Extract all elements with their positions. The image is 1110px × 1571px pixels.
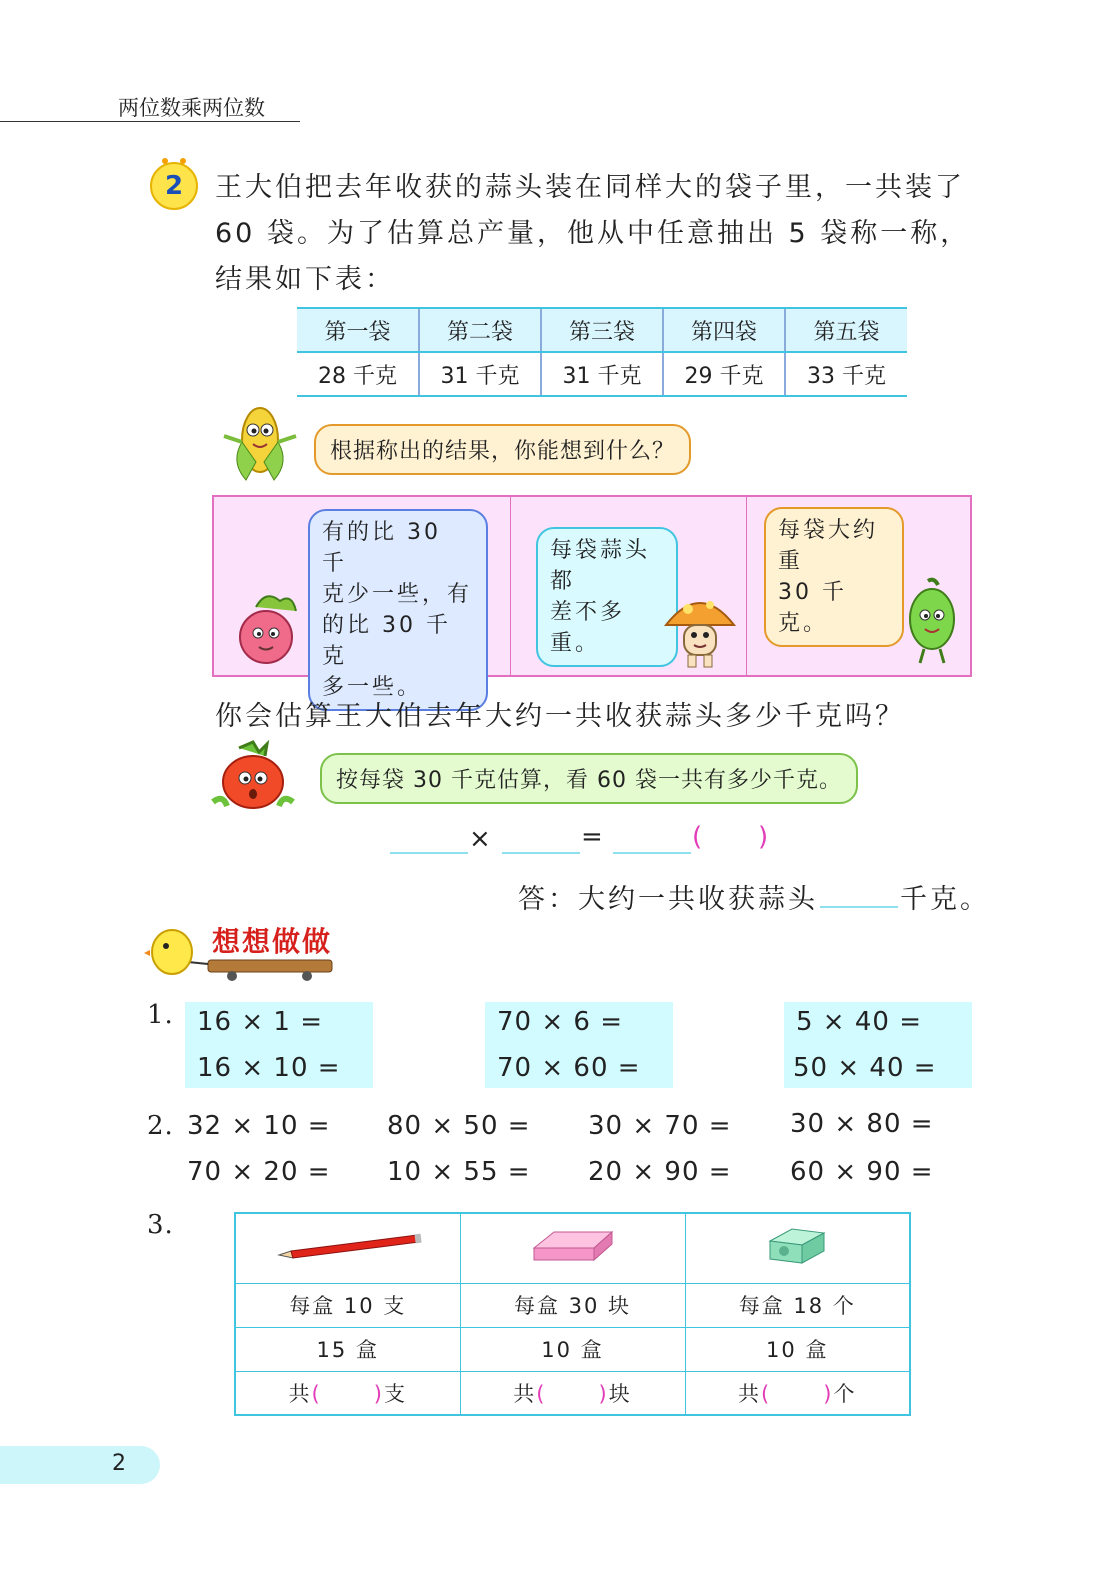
total-suffix: 个 [833,1381,857,1406]
multiplication-problem: 20 × 90 = [588,1157,732,1187]
total-suffix: 支 [383,1381,407,1406]
pepper-thought-bubble [764,507,904,647]
box-count-cell: 10 盒 [685,1327,910,1371]
total-cell[interactable] [235,1371,460,1415]
multiplication-problem: 60 × 90 = [790,1157,934,1187]
weights-header: 第五袋 [785,308,907,352]
weights-header-row [297,308,907,352]
section-title: 想想做做 [212,925,333,958]
corn-speech-bubble: 根据称出的结果，你能想到什么？ [314,424,691,475]
answer-paren[interactable]: ( ) [761,1381,834,1406]
weight-value: 31 千克 [541,352,663,396]
weight-value: 33 千克 [785,352,907,396]
weights-table [297,307,907,397]
multiplication-problem: 30 × 70 = [588,1111,732,1141]
radish-mascot-icon [226,589,308,669]
corn-mascot-icon [220,392,300,484]
pepper-mascot-icon [894,577,968,669]
estimation-question: 你会估算王大伯去年大约一共收获蒜头多少千克吗？ [215,701,905,732]
times-sign: × [469,824,492,854]
mushroom-thought-line: 差不多重。 [550,600,626,656]
box-count-cell: 10 盒 [460,1327,685,1371]
item-picture-row [235,1213,910,1283]
per-box-cell: 每盒 18 个 [685,1283,910,1327]
answer-prefix: 答：大约一共收获蒜头 [518,884,818,915]
stationery-table [234,1212,911,1416]
exercise-3-label: 3. [147,1210,174,1240]
multiplication-problem: 10 × 55 = [387,1157,531,1187]
pepper-thought-line: 每袋大约重 [778,518,879,574]
per-box-cell: 每盒 30 块 [460,1283,685,1327]
answer-blank[interactable] [820,906,898,908]
per-box-cell: 每盒 10 支 [235,1283,460,1327]
pencil-sharpener-icon [762,1223,832,1269]
weight-value: 28 千克 [297,352,419,396]
unit-paren-open: ( [692,822,704,852]
radish-thought-line: 的比 30 千克 [322,613,451,669]
running-header [0,92,300,122]
multiplication-problem: 70 × 60 = [497,1053,641,1083]
multiplication-problem: 70 × 20 = [187,1157,331,1187]
page-number: 2 [112,1451,126,1476]
multiplication-problem: 30 × 80 = [790,1109,934,1139]
tomato-mascot-icon [203,740,303,816]
weights-value-row [297,352,907,396]
radish-thought-line: 多一些。 [322,675,423,700]
total-cell[interactable] [460,1371,685,1415]
product-blank[interactable] [613,852,691,854]
radish-thought-line: 克少一些，有 [322,582,473,607]
mushroom-thought-bubble [536,527,678,667]
multiplication-problem: 50 × 40 = [793,1053,937,1083]
equals-sign: = [581,822,604,852]
box-count-row [235,1327,910,1371]
multiplication-problem: 80 × 50 = [387,1111,531,1141]
pencil-cell [235,1213,460,1283]
multiplication-problem: 16 × 1 = [197,1007,323,1037]
chapter-title: 两位数乘两位数 [118,96,265,120]
weights-header: 第一袋 [297,308,419,352]
total-row [235,1371,910,1415]
exercise-1-label: 1. [147,1000,174,1030]
weight-value: 31 千克 [419,352,541,396]
factor-blank-1[interactable] [390,852,468,854]
eraser-cell [460,1213,685,1283]
exercise-2-label: 2. [147,1111,174,1141]
total-cell[interactable] [685,1371,910,1415]
radish-thought-bubble [308,509,488,711]
pencil-icon [273,1231,423,1261]
mushroom-mascot-icon [660,587,740,671]
total-prefix: 共 [513,1381,537,1406]
radish-thought-line: 有的比 30 千 [322,520,441,576]
weights-header: 第四袋 [663,308,785,352]
thinking-panel [212,495,972,700]
eraser-icon [528,1226,618,1266]
multiplication-problem: 32 × 10 = [187,1111,331,1141]
multiplication-problem: 70 × 6 = [497,1007,623,1037]
weight-value: 29 千克 [663,352,785,396]
answer-paren[interactable]: ( ) [311,1381,384,1406]
total-prefix: 共 [738,1381,762,1406]
example-number: 2 [164,171,184,201]
pepper-thought-line: 30 千克。 [778,580,847,636]
problem-line-2: 60 袋。为了估算总产量，他从中任意抽出 5 袋称一称， [215,218,971,249]
total-prefix: 共 [288,1381,312,1406]
multiplication-problem: 5 × 40 = [796,1007,922,1037]
answer-paren[interactable]: ( ) [536,1381,609,1406]
tomato-speech-bubble: 按每袋 30 千克估算，看 60 袋一共有多少千克。 [320,753,858,804]
unit-paren-close: ) [758,822,770,852]
box-count-cell: 15 盒 [235,1327,460,1371]
panel-divider [746,497,747,675]
mushroom-thought-line: 每袋蒜头都 [550,538,651,594]
problem-line-3: 结果如下表： [215,264,395,295]
sharpener-cell [685,1213,910,1283]
factor-blank-2[interactable] [502,852,580,854]
example-number-badge [150,162,198,210]
page-number-tab [0,1446,160,1484]
weights-header: 第二袋 [419,308,541,352]
problem-line-1: 王大伯把去年收获的蒜头装在同样大的袋子里，一共装了 [215,172,965,203]
per-box-row [235,1283,910,1327]
total-suffix: 块 [608,1381,632,1406]
multiplication-problem: 16 × 10 = [197,1053,341,1083]
answer-suffix: 千克。 [900,884,990,915]
weights-header: 第三袋 [541,308,663,352]
panel-divider [510,497,511,675]
